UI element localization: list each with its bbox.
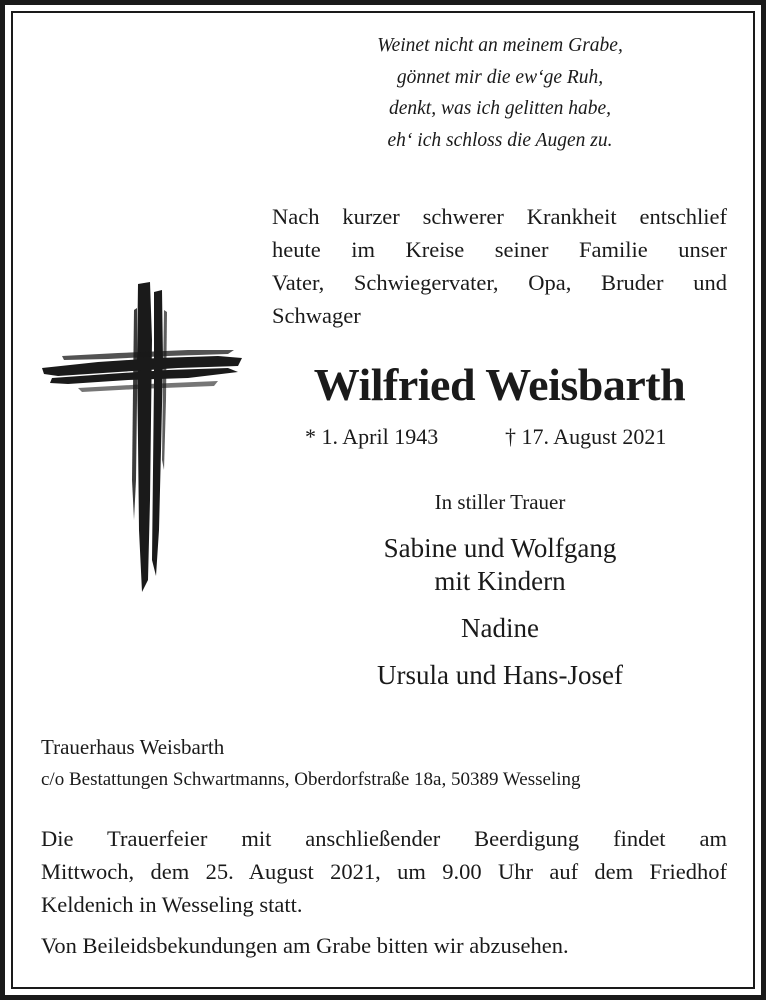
announcement-line: Nach kurzer schwerer Krankheit entschlief [272, 204, 727, 229]
mourner-line: Sabine und Wolfgang [383, 533, 617, 563]
ceremony-line: Die Trauerfeier mit anschließender Beerdigung findet am [41, 826, 727, 851]
poem-line: denkt, was ich gelitten habe, [388, 98, 612, 119]
ceremony-text [41, 822, 727, 921]
mourner-line: mit Kindern [434, 566, 566, 596]
announcement-text [272, 200, 727, 332]
poem-line: gönnet mir die ew‘ge Ruh, [396, 66, 604, 88]
birth-date: * 1. April 1943 [305, 424, 439, 449]
poem [290, 30, 710, 156]
ceremony-line: Mittwoch, dem 25. August 2021, um 9.00 Uhr auf dem Friedhof [41, 859, 727, 884]
deceased-name: Wilfried Weisbarth [313, 359, 686, 410]
announcement-line: Vater, Schwiegervater, Opa, Bruder und [272, 270, 727, 295]
mourners-list [280, 532, 720, 692]
poem-line: eh‘ ich schloss die Augen zu. [387, 129, 613, 151]
poem-line: Weinet nicht an meinem Grabe, [377, 35, 623, 56]
mourner-line: Ursula und Hans-Josef [377, 660, 623, 690]
announcement-line: Schwager [272, 303, 361, 328]
announcement-line: heute im Kreise seiner Familie unser [272, 237, 727, 262]
death-date: † 17. August 2021 [505, 424, 667, 449]
condolence-note: Von Beileidsbekundungen am Grabe bitten wir abzusehen. [41, 933, 569, 958]
mourning-house: Trauerhaus Weisbarth [41, 735, 225, 759]
ceremony-line: Keldenich in Wesseling statt. [41, 892, 303, 917]
mourner-line: Nadine [461, 613, 539, 643]
mourning-heading: In stiller Trauer [434, 490, 566, 514]
care-of-address: c/o Bestattungen Schwartmanns, Oberdorfstraße 18a, 50389 Wesseling [41, 769, 581, 790]
brush-cross-icon [38, 280, 244, 596]
